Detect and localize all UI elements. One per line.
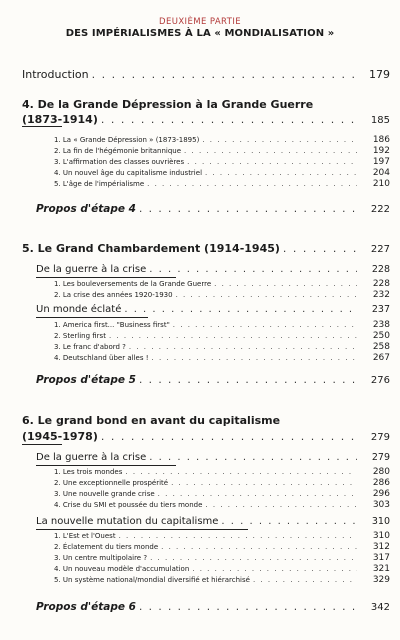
propos-page: 222	[370, 204, 390, 215]
subentry-page: 186	[372, 135, 390, 145]
propos-page: 276	[370, 375, 390, 386]
toc-section[interactable]	[0, 516, 400, 527]
toc-propos-6[interactable]	[0, 601, 400, 613]
subentry-title: 3. Une nouvelle grande crise	[54, 490, 155, 498]
dot-leader	[161, 543, 357, 551]
dot-leader	[253, 576, 357, 584]
subentry-page: 329	[372, 575, 390, 585]
dot-leader	[187, 158, 357, 166]
dot-leader	[125, 468, 357, 476]
toc-subentry[interactable]	[0, 575, 400, 585]
subentry-title: 4. Un nouveau modèle d'accumulation	[54, 565, 190, 573]
dot-leader	[109, 332, 357, 340]
subentry-page: 312	[372, 542, 390, 552]
propos-title: Propos d'étape 4	[36, 203, 136, 215]
toc-section[interactable]	[0, 264, 400, 275]
chapter-title-dates: (1873-1914)	[22, 113, 98, 126]
subentry-title: 1. Les trois mondes	[54, 468, 123, 476]
subentry-title: 2. Une exceptionnelle prospérité	[54, 479, 169, 487]
propos-title: Propos d'étape 6	[36, 601, 136, 613]
subentry-title: 1. America first... "Business first"	[54, 321, 170, 329]
dot-leader	[149, 452, 357, 463]
subentry-title: 2. La crise des années 1920-1930	[54, 291, 173, 299]
toc-chapter-4-dates[interactable]	[0, 113, 400, 126]
dot-leader	[149, 264, 357, 275]
dot-leader	[101, 113, 357, 126]
dot-leader	[129, 343, 357, 351]
section-title: De la guerre à la crise	[36, 452, 147, 463]
toc-entry-page: 179	[369, 68, 390, 81]
section-page: 279	[371, 452, 390, 463]
part-title: DES IMPÉRIALISMES À LA « MONDIALISATION »	[65, 28, 335, 39]
title-underline	[22, 444, 62, 445]
section-page: 228	[371, 264, 390, 275]
part-label: DEUXIÈME PARTIE	[159, 17, 241, 27]
subentry-page: 232	[372, 290, 390, 300]
subentry-title: 2. La fin de l'hégémonie britannique	[54, 147, 182, 155]
subentry-title: 3. Un centre multipolaire ?	[54, 554, 148, 562]
dot-leader	[124, 304, 357, 315]
toc-subentry[interactable]	[0, 500, 400, 510]
dot-leader	[92, 68, 357, 81]
subentry-page: 192	[372, 146, 390, 156]
toc-subentry[interactable]	[0, 553, 400, 563]
subentry-page: 238	[372, 320, 390, 330]
toc-subentry[interactable]	[0, 531, 400, 541]
toc-entry-title: Introduction	[22, 68, 89, 81]
subentry-page: 204	[372, 168, 390, 178]
section-underline	[36, 465, 176, 466]
toc-subentry[interactable]	[0, 489, 400, 499]
toc-chapter-5[interactable]	[0, 242, 400, 255]
subentry-page: 310	[372, 531, 390, 541]
toc-subentry[interactable]	[0, 564, 400, 574]
subentry-title: 5. L'âge de l'impérialisme	[54, 180, 145, 188]
subentry-title: 1. Les bouleversements de la Grande Guerre	[54, 280, 212, 288]
subentry-title: 1. L'Est et l'Ouest	[54, 532, 116, 540]
toc-entry-page: 185	[370, 115, 390, 126]
dot-leader	[184, 147, 357, 155]
section-title: La nouvelle mutation du capitalisme	[36, 516, 219, 527]
toc-subentry[interactable]	[0, 478, 400, 488]
section-underline	[36, 277, 176, 278]
subentry-page: 258	[372, 342, 390, 352]
subentry-title: 4. Un nouvel âge du capitalisme industriel	[54, 169, 203, 177]
subentry-page: 228	[372, 279, 390, 289]
toc-chapter-6[interactable]	[0, 414, 400, 427]
subentry-page: 296	[372, 489, 390, 499]
subentry-page: 317	[372, 553, 390, 563]
subentry-title: 5. Un système national/mondial diversifié et hiérarchisé	[54, 576, 250, 584]
toc-section[interactable]	[0, 452, 400, 463]
subentry-title: 2. Éclatement du tiers monde	[54, 543, 159, 551]
section-underline	[36, 529, 248, 530]
dot-leader	[101, 430, 357, 443]
dot-leader	[192, 565, 357, 573]
subentry-title: 3. L'affirmation des classes ouvrières	[54, 158, 185, 166]
dot-leader	[221, 516, 357, 527]
toc-entry-page: 227	[370, 244, 390, 255]
chapter-title: 4. De la Grande Dépression à la Grande Guerre	[22, 98, 314, 111]
toc-subentry[interactable]	[0, 279, 400, 289]
toc-subentry[interactable]	[0, 168, 400, 178]
subentry-title: 4. Deutschland über alles !	[54, 354, 149, 362]
dot-leader	[158, 490, 357, 498]
toc-introduction[interactable]	[0, 68, 400, 81]
subentry-page: 280	[372, 467, 390, 477]
chapter-title-dates: (1945-1978)	[22, 430, 98, 443]
dot-leader	[283, 242, 357, 255]
toc-subentry[interactable]	[0, 342, 400, 352]
subentry-page: 303	[372, 500, 390, 510]
toc-entry-page: 279	[370, 432, 390, 443]
dot-leader	[139, 203, 357, 215]
subentry-page: 286	[372, 478, 390, 488]
section-title: Un monde éclaté	[36, 304, 122, 315]
dot-leader	[139, 601, 357, 613]
section-title: De la guerre à la crise	[36, 264, 147, 275]
toc-propos-4[interactable]	[0, 203, 400, 215]
dot-leader	[119, 532, 357, 540]
subentry-page: 250	[372, 331, 390, 341]
toc-subentry[interactable]	[0, 353, 400, 363]
subentry-page: 197	[372, 157, 390, 167]
dot-leader	[152, 354, 357, 362]
dot-leader	[171, 479, 357, 487]
subentry-page: 267	[372, 353, 390, 363]
propos-title: Propos d'étape 5	[36, 374, 136, 386]
propos-page: 342	[370, 602, 390, 613]
dot-leader	[205, 169, 357, 177]
subentry-title: 4. Crise du SMI et poussée du tiers monde	[54, 501, 203, 509]
toc-subentry[interactable]	[0, 467, 400, 477]
subentry-title: 3. Le franc d'abord ?	[54, 343, 126, 351]
subentry-page: 321	[372, 564, 390, 574]
section-underline	[36, 317, 148, 318]
toc-subentry[interactable]	[0, 290, 400, 300]
toc-subentry[interactable]	[0, 331, 400, 341]
dot-leader	[173, 321, 357, 329]
toc-propos-5[interactable]	[0, 374, 400, 386]
section-page: 237	[371, 304, 390, 315]
dot-leader	[147, 180, 357, 188]
toc-subentry[interactable]	[0, 542, 400, 552]
toc-chapter-6-dates[interactable]	[0, 430, 400, 443]
subentry-page: 210	[372, 179, 390, 189]
toc-subentry[interactable]	[0, 179, 400, 189]
dot-leader	[214, 280, 357, 288]
dot-leader	[139, 374, 357, 386]
dot-leader	[176, 291, 357, 299]
subentry-title: 1. La « Grande Dépression » (1873-1895)	[54, 136, 200, 144]
dot-leader	[202, 136, 357, 144]
dot-leader	[150, 554, 357, 562]
toc-subentry[interactable]	[0, 135, 400, 145]
chapter-title: 5. Le Grand Chambardement (1914-1945)	[22, 242, 280, 255]
toc-chapter-4[interactable]	[0, 98, 400, 111]
title-underline	[22, 126, 62, 127]
dot-leader	[205, 501, 357, 509]
toc-subentry[interactable]	[0, 320, 400, 330]
chapter-title: 6. Le grand bond en avant du capitalisme	[22, 414, 281, 427]
toc-subentry[interactable]	[0, 146, 400, 156]
toc-section[interactable]	[0, 304, 400, 315]
subentry-title: 2. Sterling first	[54, 332, 106, 340]
toc-subentry[interactable]	[0, 157, 400, 167]
section-page: 310	[371, 516, 390, 527]
